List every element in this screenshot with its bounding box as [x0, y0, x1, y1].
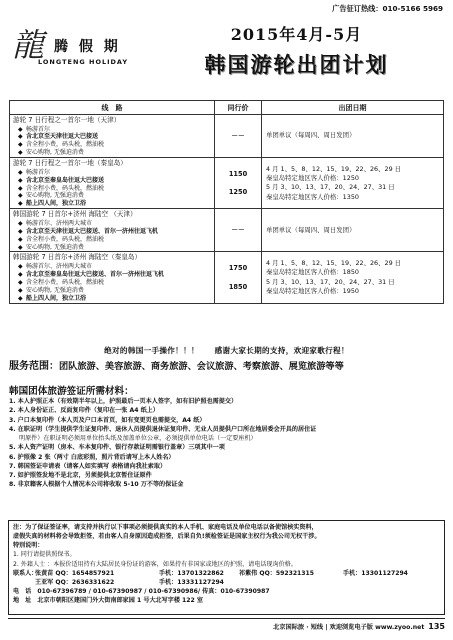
table-row — [10, 252, 444, 303]
price-cell — [215, 115, 262, 158]
contact-cell: 联系人： — [13, 569, 38, 577]
contact-cell — [343, 578, 433, 587]
header-price: 同行价 — [215, 101, 262, 115]
contact-cell: 手机：13331127294 — [159, 578, 224, 586]
hotline: 广告征订热线：010-5166 5969 — [332, 4, 443, 13]
note-line: 特别说明： — [13, 542, 44, 550]
date-line: 秦皇岛特定地区客人价格：1250 — [266, 173, 359, 182]
bullet-icon: ◆ — [18, 176, 23, 184]
price-cell — [215, 252, 262, 303]
header-dates: 出团日期 — [262, 101, 444, 115]
route-item-text: 船上四人间，独立卫浴 — [26, 200, 87, 208]
route-item-text: 安心购物, 无强迫消费 — [26, 243, 84, 251]
logo-mark-icon: 龍 — [12, 26, 45, 64]
material-item: 明原件）在职证明必须用单位抬头纸及加盖单位公章，必须提供单位电话（一定要座机） — [19, 435, 257, 442]
contact-cell — [239, 578, 343, 587]
route-title: 韩国游轮 7 日首尔+济州 海陆空 （天津） — [13, 210, 137, 219]
contact-cell — [13, 578, 35, 587]
material-item: 2. 本人身份证正、反面复印件（复印在一张 A4 纸上） — [9, 407, 159, 415]
route-item — [10, 228, 214, 236]
bullet-icon: ◆ — [18, 270, 23, 278]
date-line: 单团单议（每周四、周日发团） — [266, 225, 356, 234]
date-line: 5 月 3、10、13、17、20、24、27、31 日 — [266, 183, 395, 192]
route-item-text: 含全程小费，码头税，燃油税 — [26, 184, 105, 192]
table-row — [10, 115, 444, 158]
route-item — [10, 279, 214, 287]
route-item — [10, 169, 214, 177]
dates-cell — [262, 115, 444, 158]
material-item: 1. 本人护照正本（有效期半年以上，护照最后一页本人签字，如有旧护照也需提交） — [9, 398, 238, 405]
title-date: 2015年4月-5月 — [230, 25, 363, 44]
dates-cell — [262, 158, 444, 209]
price-value: 1150 — [228, 169, 248, 178]
route-title: 游轮 7 日行程之一首尔一地（秦皇岛） — [13, 159, 127, 168]
bullet-icon: ◆ — [18, 286, 23, 294]
price-value: 1750 — [228, 264, 248, 272]
brand-logo — [10, 20, 150, 80]
date-line: 秦皇岛特定地区客人价格：1350 — [266, 192, 359, 201]
route-item-text: 含全程小费，码头税，燃油税 — [26, 278, 105, 286]
route-item — [10, 177, 214, 185]
route-item — [10, 271, 214, 279]
logo-name: 腾 假 期 — [54, 39, 121, 55]
note-line: 注：为了保证签证率，请支持并执行以下事项必须提供真实的本人手机、家庭电话及单位电话以备使馆核实资料， — [13, 524, 318, 531]
route-item — [10, 295, 214, 303]
route-item — [10, 236, 214, 244]
note-line: 1. 同行请提供照保书。 — [13, 551, 76, 559]
route-item-text: 畅游首尔 — [26, 168, 51, 176]
material-item: 7. 韩国签证申请表（请客人如实填写 表格请向我社索取） — [9, 462, 167, 470]
bullet-icon: ◆ — [18, 263, 23, 271]
contact-cell: 手机：13701322862 — [159, 569, 224, 577]
price-value: 1250 — [228, 188, 248, 197]
route-item — [10, 263, 214, 271]
date-line: 秦皇岛特定地区客人价格：1950 — [266, 286, 359, 295]
bullet-icon: ◆ — [18, 133, 23, 141]
service-scope — [9, 360, 444, 374]
route-item — [10, 220, 214, 228]
date-line: 秦皇岛特定地区客人价格：1850 — [266, 268, 359, 277]
page-number: 135 — [428, 622, 445, 631]
route-item-text: 畅游首尔、济州两大城市 — [26, 263, 93, 271]
date-line: 4 月 1、5、8、12、15、19、22、26、29 日 — [266, 258, 402, 267]
address-line: 地 址 北京市朝阳区建国门外大街南郎家园 1 号大北写字楼 122 室 — [13, 597, 203, 605]
route-item-text: 船上四人间，独立卫浴 — [26, 294, 87, 302]
notes-box — [8, 520, 445, 615]
bullet-icon: ◆ — [18, 200, 23, 208]
price-value: －－ — [231, 131, 245, 140]
route-cell — [10, 209, 215, 252]
contact-cell: 祁紫伟 QQ：592321315 — [239, 569, 315, 577]
route-item-text: 安心购物, 无强迫消费 — [26, 192, 84, 200]
contact-row — [13, 569, 440, 578]
route-item — [10, 149, 214, 157]
bullet-icon: ◆ — [18, 219, 23, 227]
material-item: 7. 如护照签发地不是北京，另须提供北京暂住证原件 — [9, 472, 152, 479]
bullet-icon: ◆ — [18, 141, 23, 149]
route-item — [10, 244, 214, 252]
route-cell — [10, 252, 215, 303]
route-item-text: 安心购物, 无强迫消费 — [26, 286, 84, 294]
scope-label: 服务范围： — [9, 361, 59, 372]
dates-cell — [262, 209, 444, 252]
route-title: 韩国游轮 7 日首尔+济州 海陆空（秦皇岛） — [13, 253, 142, 262]
bullet-icon: ◆ — [18, 235, 23, 243]
logo-english: LONGTENG HOLIDAY — [38, 58, 129, 66]
route-item-text: 含全程小费，码头税，燃油税 — [26, 141, 105, 149]
page-footer — [8, 618, 445, 631]
route-item-text: 含全程小费，码头税，燃油税 — [26, 235, 105, 243]
table-row — [10, 209, 444, 252]
page-header — [8, 14, 445, 96]
route-item-text: 安心购物, 无强迫消费 — [26, 149, 84, 157]
route-item-text: 含北京至秦皇岛往返大巴接送、首尔一济州往返飞机 — [26, 270, 165, 278]
material-item: 4. 在职证明（学生提供学生证复印件、退休人员提供退休证复印件、无业人员提供户口所在地居委会开具的居住证 — [9, 425, 317, 433]
bullet-icon: ◆ — [18, 294, 23, 302]
route-title: 游轮 7 日行程之一首尔一地（天津） — [13, 116, 121, 124]
date-line: 5 月 3、10、13、17、20、24、27、31 日 — [266, 277, 395, 286]
bullet-icon: ◆ — [18, 125, 23, 133]
material-item: 5. 本人资产证明（房本、车本复印件、银行存款证明需银行盖章）三项其中一项 — [9, 444, 225, 452]
bullet-icon: ◆ — [18, 149, 23, 157]
contact-row — [13, 578, 440, 587]
route-cell — [10, 158, 215, 209]
phone-line: 电 话 010-67396789 / 010-67390987 / 010-67390986/ 传真：010-67390987 — [13, 587, 270, 595]
materials-title: 韩国团体旅游签证所需材料： — [9, 386, 134, 397]
price-cell — [215, 158, 262, 209]
route-item-text: 含北京至天津往返大巴接送、首尔一济州往返飞机 — [26, 227, 159, 235]
dates-cell — [262, 252, 444, 303]
title-block — [148, 22, 445, 79]
notice-banner: 绝对的韩国一手操作！！！ 感谢大家长期的支持，欢迎家歌行程！ — [104, 346, 349, 355]
table-row — [10, 158, 444, 209]
date-line: 4 月 1、5、8、12、15、19、22、26、29 日 — [266, 164, 402, 173]
header-route: 线 路 — [10, 101, 215, 115]
route-item-text: 含北京至天津往返大巴接送 — [26, 133, 99, 141]
materials-list — [9, 397, 444, 490]
table-header-row — [10, 101, 444, 115]
bullet-icon: ◆ — [18, 278, 23, 286]
scope-text: 团队旅游、美容旅游、商务旅游、会议旅游、考察旅游、展览旅游等等 — [59, 361, 344, 372]
material-item: 8. 非京籍客人根据个人情况本公司将收取 5-10 万不等的保证金 — [9, 481, 184, 489]
route-item-text: 含北京至秦皇岛往返大巴接送 — [26, 176, 105, 184]
route-item-text: 畅游首尔、济州两大城市 — [26, 219, 93, 227]
contact-cell: 张黄苗 QQ：1654857921 — [35, 569, 115, 577]
bullet-icon: ◆ — [18, 184, 23, 192]
bullet-icon: ◆ — [18, 168, 23, 176]
material-item: 3. 户口本复印件（本人页及户口本首页，如有变更页也需提交，A4 纸） — [9, 416, 206, 424]
footer-text: 北京国际旅 · 短线 | 欢迎浏览电子版 www.zyoo.net — [273, 624, 425, 631]
contact-cell: 王亚军 QQ：2636331622 — [35, 578, 115, 586]
note-line: 2. 外籍人士 ：本报价适用持有大陆居民身份证的游客，如果持有非国家或地区的护照，请电话现询价格。 — [13, 560, 297, 568]
schedule-table — [9, 100, 444, 304]
route-item-text: 畅游首尔 — [26, 125, 51, 133]
date-line: 单团单议（每周四、周日发团） — [266, 131, 356, 140]
route-cell — [10, 115, 215, 158]
route-item — [10, 287, 214, 295]
page-title: 韩国游轮出团计划 — [204, 53, 389, 77]
contacts — [13, 569, 440, 587]
price-cell — [215, 209, 262, 252]
price-value: 1850 — [228, 282, 248, 291]
route-item — [10, 200, 214, 208]
note-line: 虚假失真的材料将会导致拒签，若由客人自身原因造成拒签，后果自负!须检签证是国家主权行为我公司无权干涉。 — [13, 533, 321, 541]
bullet-icon: ◆ — [18, 243, 23, 251]
contact-cell: 手机：13301127294 — [343, 569, 408, 577]
material-item: 6. 护照像 2 张（两寸 白底彩照，照片背后请写上本人姓名） — [9, 453, 175, 461]
bullet-icon: ◆ — [18, 192, 23, 200]
bullet-icon: ◆ — [18, 227, 23, 235]
price-value: －－ — [231, 226, 245, 235]
